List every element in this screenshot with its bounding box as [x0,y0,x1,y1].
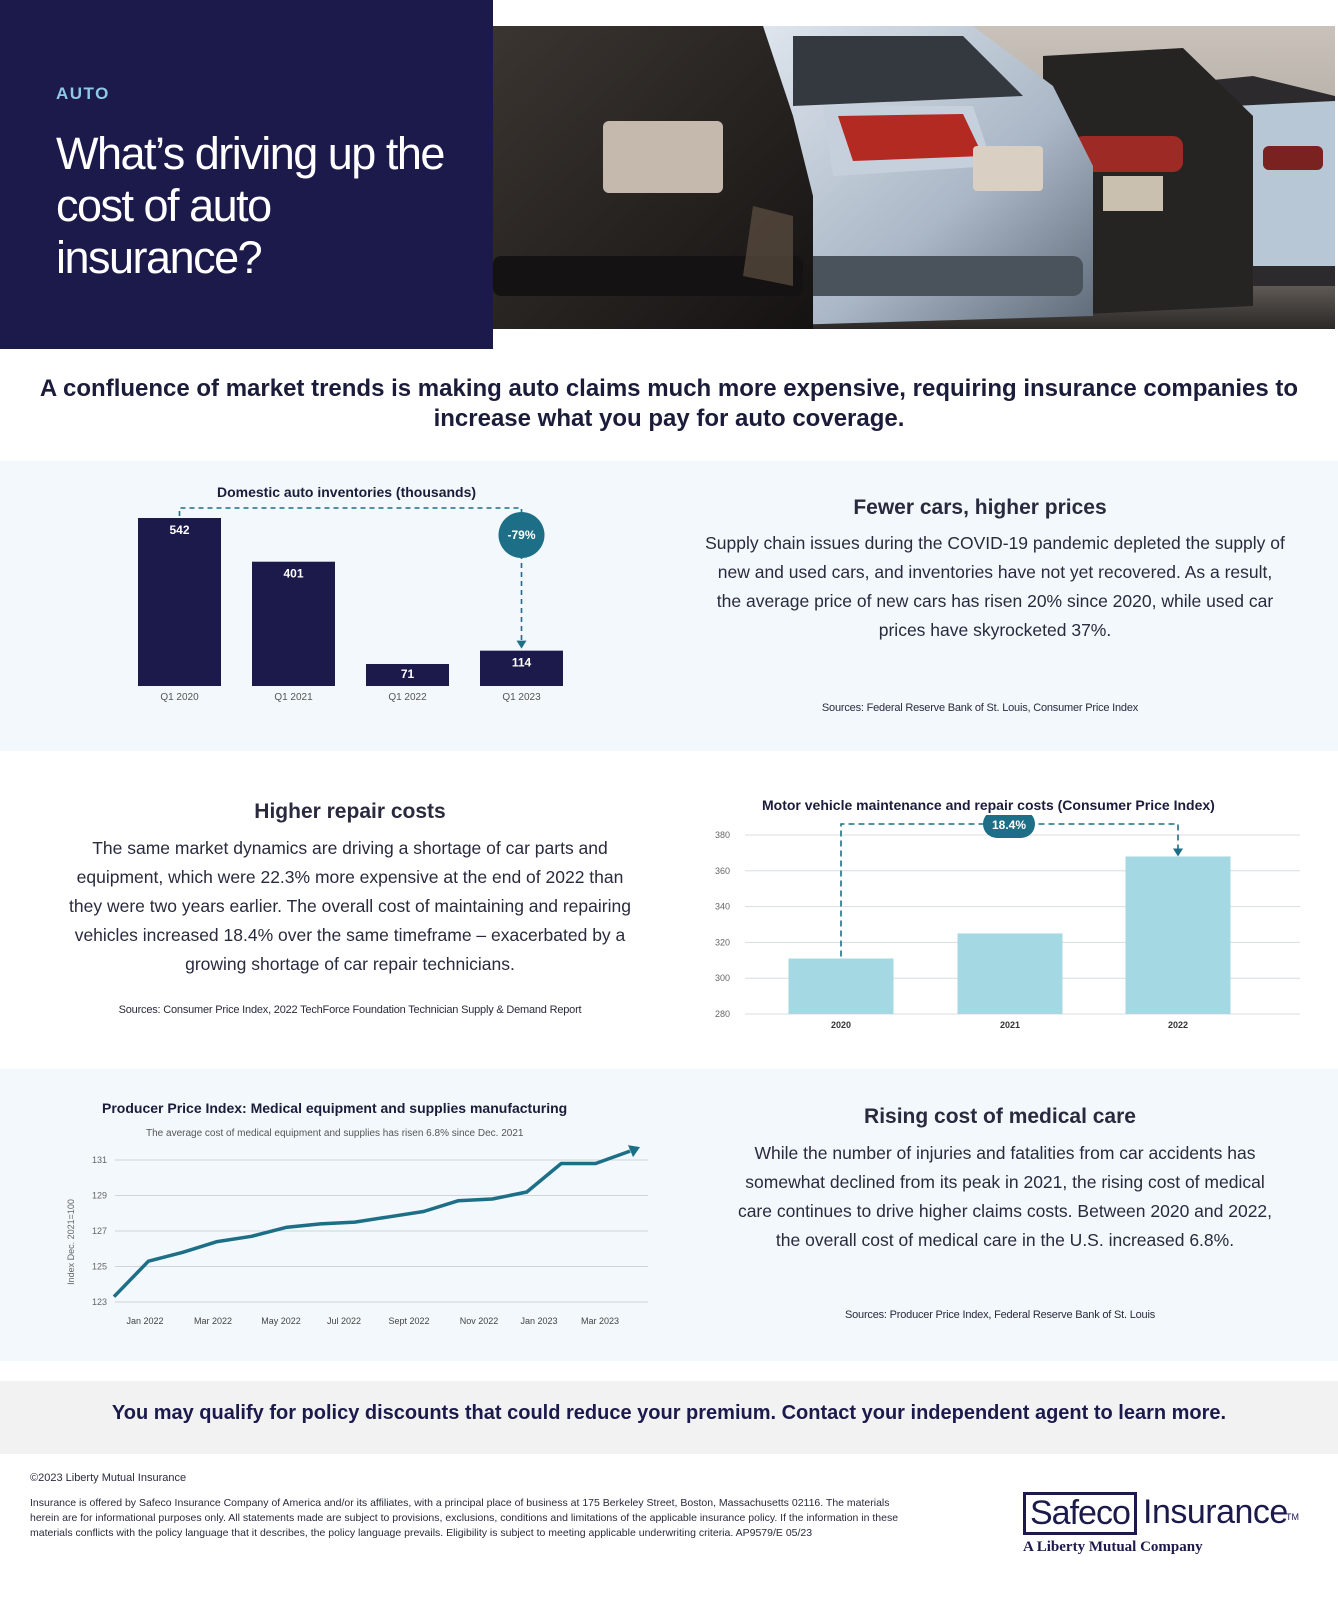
medical-chart-title: Producer Price Index: Medical equipment and supplies manufacturing [102,1100,568,1116]
legal-disclaimer: Insurance is offered by Safeco Insurance Company of America and/or its affiliates, with a principal place of business at 175 Berkeley Street, Boston, Massachusetts 02116. The materials herein are for informational purposes only. All statements made are subject to provisions, exclusions, conditions and limitations of the applicable insurance policy. If the information in these materials conflicts with the policy language that it describes, the policy language prevails. Eligibility is subject to meeting applicable underwriting criteria. AP9579/E 05/23 [30,1497,899,1539]
category-tag: AUTO [56,84,110,103]
medical-heading: Rising cost of medical care [864,1105,1136,1128]
inventory-category-label: Q1 2022 [388,692,427,703]
inventory-arrowhead [517,641,527,649]
header-panel [0,0,493,349]
medical-y-tick-label: 125 [92,1261,108,1272]
medical-x-tick-label: May 2022 [261,1316,301,1326]
cta-text: You may qualify for policy discounts that could reduce your premium. Contact your independent agent to learn more. [111,1402,1227,1424]
repair-heading: Higher repair costs [254,800,446,823]
medical-y-axis-label: Index Dec. 2021=100 [66,1199,76,1285]
medical-y-tick-label: 131 [92,1155,108,1165]
repair-change-label: 18.4% [991,818,1027,832]
repair-bar [958,933,1063,1014]
inventories-chart-title: Domestic auto inventories (thousands) [217,484,477,500]
cars-sources: Sources: Federal Reserve Bank of St. Louis, Consumer Price Index [821,702,1139,714]
logo-tagline: A Liberty Mutual Company [1023,1539,1203,1555]
cars-body: Supply chain issues during the COVID-19 pandemic depleted the supply of new and used cars, and inventories have not yet recovered. As a result, the average price of new cars has risen 20% since 2020, while used car prices have skyrocketed 37%. [705,533,1285,640]
medical-sources: Sources: Producer Price Index, Federal Reserve Bank of St. Louis [844,1309,1156,1321]
repair-arrowhead [1173,848,1183,856]
inventory-change-connector [180,508,522,643]
cars-heading: Fewer cars, higher prices [853,496,1107,519]
repair-y-tick-label: 380 [715,830,731,840]
logo-word: Insurance [1143,1493,1288,1531]
medical-x-tick-label: Jul 2022 [326,1316,362,1326]
repair-bar [789,959,894,1014]
inventory-category-label: Q1 2020 [160,692,199,703]
inventory-bar [138,518,221,686]
repair-y-tick-label: 360 [715,865,731,876]
inventory-value-label: 114 [511,655,532,670]
medical-series-line [114,1151,630,1297]
medical-y-tick-label: 123 [92,1297,108,1307]
medical-x-tick-label: Mar 2022 [193,1316,233,1326]
medical-body: While the number of injuries and fatalities from car accidents has somewhat declined from its peak in 2021, the rising cost of medical care continues to drive higher claims costs. Between 2020 and 2022, the overall cost of medical care in the U.S. increased 6.8%. [737,1143,1273,1250]
safeco-logo [1023,1492,1313,1557]
repair-chart-title: Motor vehicle maintenance and repair costs (Consumer Price Index) [762,797,1215,813]
repair-body: The same market dynamics are driving a shortage of car parts and equipment, which were 22.3% more expensive at the end of 2022 than they were two years earlier. The overall cost of maintaining and repairing vehicles increased 18.4% over the same timeframe – exacerbated by a growing shortage of car repair technicians. [69,838,631,974]
repair-y-tick-label: 320 [715,937,731,948]
medical-y-tick-label: 129 [92,1190,108,1201]
logo-trademark: TM [1286,1512,1299,1522]
copyright: ©2023 Liberty Mutual Insurance [30,1472,187,1484]
repair-bar-chart [700,815,1310,1030]
repair-y-tick-label: 300 [715,973,731,984]
logo-boxed-word: Safeco [1023,1492,1137,1535]
inventory-value-label: 542 [169,523,190,537]
inventory-value-label: 71 [400,666,415,681]
medical-x-tick-label: Mar 2023 [580,1316,620,1326]
medical-x-tick-label: Jan 2022 [126,1316,164,1326]
repair-category-label: 2020 [830,1020,852,1030]
medical-line-chart [60,1142,660,1337]
inventory-change-label: -79% [507,528,536,542]
repair-category-label: 2022 [1167,1020,1189,1030]
inventory-value-label: 401 [283,566,304,581]
inventories-bar-chart [110,500,610,735]
repair-bar [1126,856,1231,1014]
repair-sources: Sources: Consumer Price Index, 2022 TechForce Foundation Technician Supply & Demand Report [118,1004,582,1016]
repair-category-label: 2021 [999,1020,1021,1030]
medical-x-tick-label: Nov 2022 [459,1316,499,1326]
page-title: What’s driving up the cost of auto insurance? [56,128,444,283]
medical-chart-subtitle: The average cost of medical equipment and supplies has risen 6.8% since Dec. 2021 [146,1128,524,1139]
medical-y-tick-label: 127 [92,1226,108,1236]
repair-y-tick-label: 280 [715,1009,731,1019]
parked-cars-photo [493,26,1335,329]
inventory-category-label: Q1 2023 [502,692,541,703]
lead-statement: A confluence of market trends is making auto claims much more expensive, requiring insurance companies to increase what you pay for auto coverage. [39,375,1299,432]
parked-cars-illustration [493,26,1335,329]
inventory-category-label: Q1 2021 [274,692,313,703]
medical-x-tick-label: Jan 2023 [520,1316,558,1326]
repair-y-tick-label: 340 [715,901,731,912]
medical-x-tick-label: Sept 2022 [388,1316,430,1326]
